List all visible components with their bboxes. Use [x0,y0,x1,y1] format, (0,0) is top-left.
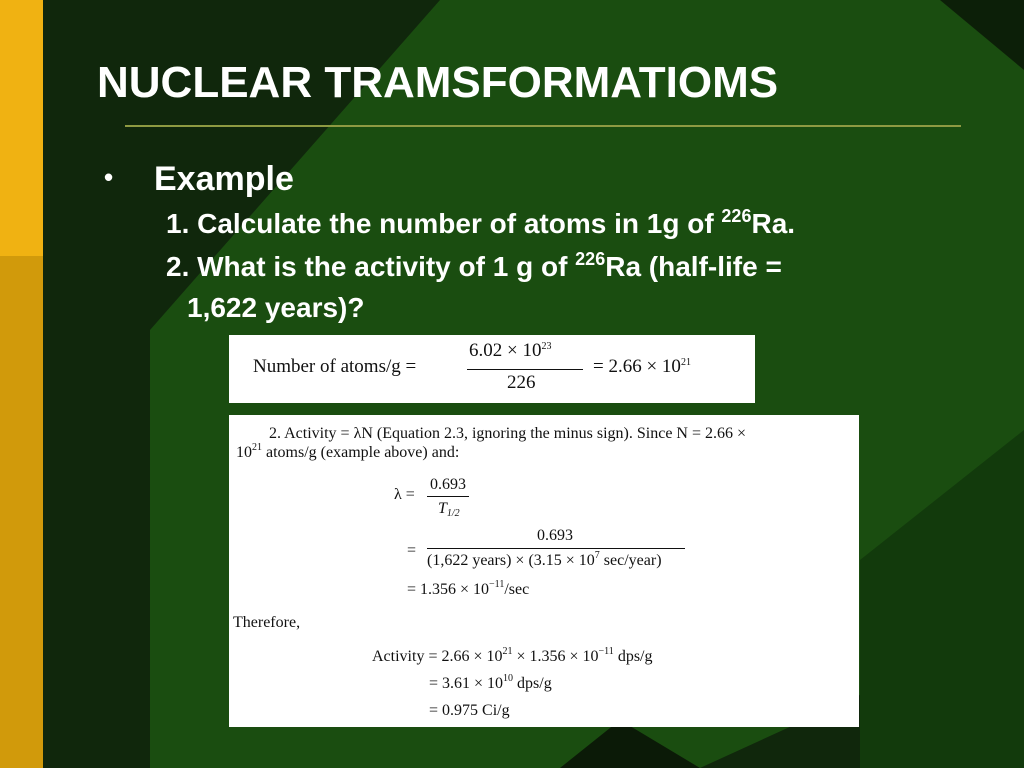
therefore-label: Therefore, [233,614,301,631]
eq2-sign: = [407,542,417,559]
solution-2-line-2: $10^{21}$ atoms/g (example above) and: [236,442,460,461]
question-2-mass-number: 226 [575,249,606,269]
question-2-text: 2. What is the activity of 1 g of [166,251,576,282]
bullet-symbol: • [104,162,114,192]
left-accent-bar [0,0,43,768]
question-1 [166,208,795,240]
lambda-denominator: $T_{1/2}$ [438,500,460,519]
eq2-numerator: 0.693 [537,527,573,544]
eq3: = $1.356 \times 10^{-11}/\sec$ [407,579,530,598]
lambda-lhs: λ = [394,486,415,503]
solution-1-result: = $2.66 \times 10^{21}$ [593,356,691,377]
question-1-element: Ra. [751,208,796,239]
eq2-fraction-bar [427,548,685,549]
bullet-example [104,160,294,199]
title-underline [125,125,961,127]
activity-line-1: Activity = $2.66 \times 10^{21} \times 1.356 \times 10^{-11}$ dps/g [372,646,653,665]
activity-line-2: = $3.61 \times 10^{10}$ dps/g [429,673,552,692]
solution-1-numerator: $6.02 \times 10^{23}$ [469,340,552,361]
slide-title: NUCLEAR TRAMSFORMATIOMS [97,58,779,107]
question-1-text: 1. Calculate the number of atoms in 1g of [166,208,722,239]
solution-2-line-1: 2. Activity = λN (Equation 2.3, ignoring the minus sign). Since N = 2.66 × [269,425,747,442]
solution-1-lhs: Number of atoms/g = [253,356,417,377]
activity-line-3: = 0.975 Ci/g [429,702,510,719]
question-1-mass-number: 226 [721,206,752,226]
question-2-element: Ra (half-life = [605,251,782,282]
lambda-fraction-bar [427,496,469,497]
lambda-numerator: 0.693 [430,476,466,493]
solution-2-image [229,415,859,727]
solution-1-denominator: 226 [507,372,536,393]
bullet-label: Example [154,160,294,198]
solution-1-fraction-bar [467,369,583,370]
solution-1-image [229,335,755,403]
question-2 [166,251,782,283]
eq2-denominator: (1,622 years) × ($3.15 \times 10^7$ sec/year) [427,550,662,569]
question-2-continuation: 1,622 years)? [187,292,365,323]
